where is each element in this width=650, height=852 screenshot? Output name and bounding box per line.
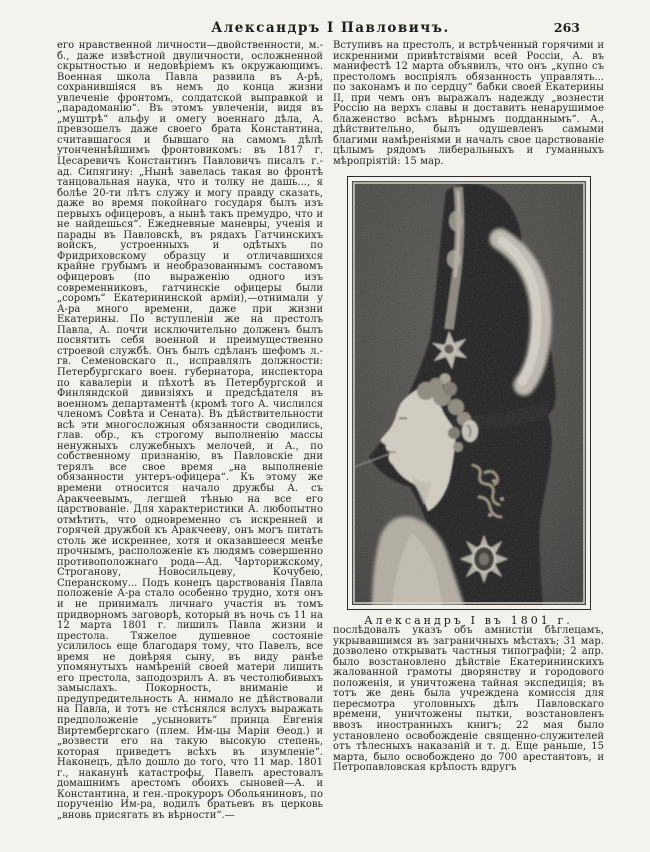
portrait-caption: Александръ I въ 1801 г. (364, 613, 573, 627)
portrait-frame (347, 176, 591, 610)
page-number: 263 (553, 20, 580, 35)
portrait-alexander-i-image (352, 181, 586, 605)
grain-overlay (352, 181, 586, 605)
right-text-column (333, 41, 604, 774)
right-column-text-above-portrait: Вступивъ на престолъ, и встрѣченный горячими и искренними привѣтствіями всей Россіи, А. въ манифестѣ 12 марта объявилъ, что онъ „купно съ престоломъ воспріялъ обязанность управлять... по законамъ и по сердцу“ бабки своей Екатерины II, при чемъ онъ выражалъ надежду „вознести Россію на верхъ славы и доставить ненарушимое блаженство всѣмъ вѣрнымъ подданнымъ“. А., дѣйствительно, былъ одушевленъ самыми благими намѣреніями и началъ свое царствованіе цѣлымъ рядомъ либеральныхъ и гуманныхъ мѣропріятій: 15 мар. (333, 40, 604, 168)
left-column-text: его нравственной личности—двойственности, м.-б., даже извѣстной двуличности, осложненной скрытностью и недовѣріемъ къ окружающимъ. Военная школа Павла развила въ А-рѣ, сохранившіяся въ немъ до конца жизни увлеченіе фронтомъ, солдатской выправкой и „парадоманію“. Въ этомъ увлеченіи, видя въ „муштрѣ“ альфу и омегу военнаго дѣла, А. превзошелъ даже своего брата Константина, считавшагося и бывшаго на самомъ дѣлѣ утонченнѣйшимъ фронтовикомъ: въ 1817 г. Цесаревичъ Константинъ Павловичъ писалъ г.-ад. Сипягину: „Нынѣ завелась такая во фронтѣ танцовальная наука, что и толку не дашь..., я болѣе 20-ти лѣтъ служу и могу правду сказать, даже во время покойнаго государя былъ изъ первыхъ офицеровъ, а нынѣ такъ премудро, что и не найдешься“. Ежедневные маневры, ученія и парады въ Павловскѣ, въ рядахъ Гатчинскихъ войскъ, устроенныхъ и одѣтыхъ по Фридриховскому образцу и отличавшихся крайне грубымъ и необразованнымъ составомъ офицеровъ (по выраженію одного изъ современниковъ, гатчинскіе офицеры были „соромъ“ Екатерининской арміи),—отнимали у А-ра много времени, даже при жизни Екатерины. По вступленіи же на престолъ Павла, А. почти исключительно долженъ былъ посвятить себя военной и преимущественно строевой службѣ. Онъ былъ сдѣланъ шефомъ л.-гв. Семеновскаго п., исправлялъ должности: Петербургскаго воен. губернатора, инспектора по кавалеріи и пѣхотѣ въ Петербургской и Финляндской дивизіяхъ и предсѣдателя въ военномъ департаментѣ (кромѣ того А. числился членомъ Совѣта и Сената). Въ дѣйствительности всѣ эти многосложныя обязанности сводились, глав. обр., къ строгому выполненію массы ненужныхъ служебныхъ мелочей, и А., по собственному признанію, въ Павловскіе дни терялъ все свое время „на выполненіе обязанности унтеръ-офицера“. Къ этому же времени относится начало дружбы А. съ Аракчеевымъ, легшей тѣнью на все его царствованіе. Для характеристики А. любопытно отмѣтить, что одновременно съ искренней и горячей дружбой къ Аракчееву, онъ могъ питать столь же искреннее, хотя и оказавшееся менѣе прочнымъ, расположеніе къ людямъ совершенно противоположнаго рода—Ад. Чарторижскому, Строганову, Новосильцеву, Кочубею, Сперанскому... Подъ конецъ царствованія Павла положеніе А-ра стало особенно трудно, хотя онъ и не принималъ личнаго участія въ томъ придворномъ заговорѣ, который въ ночь съ 11 на 12 марта 1801 г. лишилъ Павла жизни и престола. Тяжелое душевное состояніе усилилось еще благодаря тому, что Павелъ, все время не довѣряя сыну, въ виду ранѣе упомянутыхъ намѣреній своей матери лишить его престола, заподозрилъ А. въ честолюбивыхъ замыслахъ. Покорность, вниманіе и предупредительность А. нимало не дѣйствовали на Павла, и тотъ не стѣснялся вслухъ выражать предположеніе „усыновить“ принца Евгенія Виртембергскаго (плем. Им-цы Маріи Ѳеод.) и „возвести его на такую высокую степень, которая приведетъ всѣхъ въ изумленіе“. Наконецъ, дѣло дошло до того, что 11 мар. 1801 г., наканунѣ катастрофы, Павелъ арестовалъ домашнимъ арестомъ обоихъ сыновей—А. и Константина, и ген.-прокуроръ Обольяниновъ, по порученію Им-ра, водилъ братьевъ въ церковь „вновь присягать въ вѣрности“.— (57, 40, 324, 821)
left-text-column (57, 41, 323, 821)
right-column-text-below-portrait: послѣдовалъ указъ объ амнистіи бѣглецамъ, укрывавшимся въ заграничныхъ мѣстахъ; 31 мар. дозволено открывать частныя типографіи; 2 апр. было возстановлено дѣйствіе Екатерининскихъ жалованной грамоты дворянству и городового положенія, и уничтожена тайная экспедиція; въ тотъ же день была учреждена комиссія для пересмотра уголовныхъ дѣлъ Павловскаго времени, уничтожены пытки, возстановленъ ввозъ иностранныхъ книгъ; 22 мая было установлено освобожденіе священно-служителей отъ тѣлесныхъ наказаній и т. д. Еще раньше, 15 марта, было освобождено до 700 арестантовъ, и Петропавловская крѣпость вдругъ (333, 625, 604, 774)
running-head-title: Александръ I Павловичъ. (211, 20, 450, 36)
